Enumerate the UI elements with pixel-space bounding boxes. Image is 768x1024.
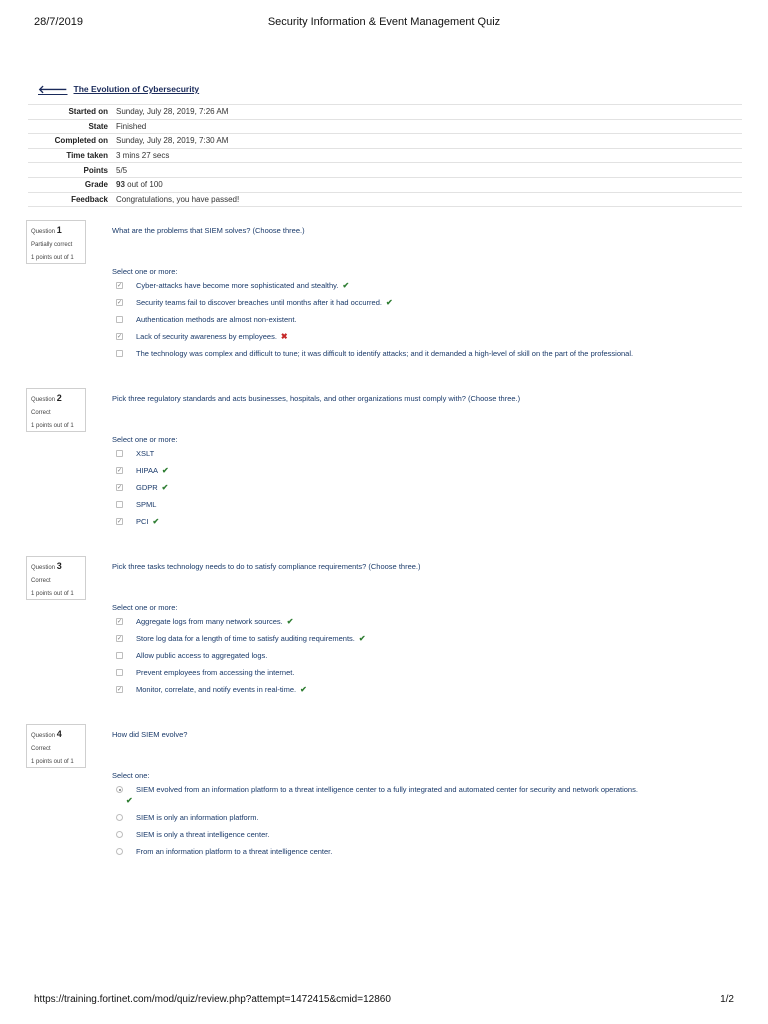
question-points: 1 points out of 1 [31, 759, 74, 765]
option-text: GDPR [136, 483, 158, 492]
summary-value: 3 mins 27 secs [116, 151, 170, 161]
summary-row-points [28, 163, 742, 178]
answer-options [112, 785, 742, 864]
summary-value: Congratulations, you have passed! [116, 194, 240, 204]
option-text: SIEM is only a threat intelligence center. [136, 830, 270, 839]
summary-row-completed [28, 134, 742, 149]
answer-option[interactable] [112, 449, 742, 466]
answer-option[interactable] [112, 466, 742, 483]
radio-selected[interactable] [116, 786, 123, 793]
summary-value: Sunday, July 28, 2019, 7:26 AM [116, 107, 229, 117]
answer-option[interactable] [112, 668, 742, 685]
answer-option[interactable] [112, 847, 742, 864]
check-icon: ✔ [126, 796, 133, 805]
page-number: 1/2 [720, 994, 734, 1005]
answer-options [112, 617, 742, 702]
answer-option[interactable] [112, 281, 742, 298]
checkbox-unchecked[interactable] [116, 652, 123, 659]
radio-unselected[interactable] [116, 848, 123, 855]
question-info-box [26, 556, 86, 600]
check-icon: ✔ [300, 685, 307, 694]
summary-label: Started on [68, 107, 108, 117]
radio-unselected[interactable] [116, 831, 123, 838]
option-text: SPML [136, 500, 157, 509]
question-label: Question [31, 229, 56, 235]
summary-row-state [28, 119, 742, 134]
document-title: Security Information & Event Management Quiz [267, 16, 501, 28]
checkbox-checked[interactable]: ✓ [117, 687, 123, 693]
question-text: Pick three regulatory standards and acts businesses, hospitals, and other organizations must comply with? (Choose three.) [112, 394, 521, 403]
summary-label: State [88, 121, 108, 131]
option-text: HIPAA [136, 466, 158, 475]
summary-label: Feedback [71, 194, 108, 204]
question-points: 1 points out of 1 [31, 591, 74, 597]
check-icon: ✔ [358, 634, 366, 643]
summary-label: Points [83, 165, 108, 175]
summary-row-grade [28, 177, 742, 192]
question-label: Question [31, 397, 56, 403]
answer-option[interactable] [112, 332, 742, 349]
option-text: From an information platform to a threat intelligence center. [136, 847, 333, 856]
option-text: XSLT [136, 449, 155, 458]
checkbox-unchecked[interactable] [116, 450, 123, 457]
option-text: Aggregate logs from many network sources. [136, 617, 283, 626]
summary-value: 5/5 [116, 165, 128, 175]
question-number: 3 [56, 561, 62, 571]
checkbox-checked[interactable]: ✓ [117, 485, 123, 491]
question-number: 4 [56, 729, 62, 739]
select-prompt: Select one or more: [112, 603, 178, 612]
check-icon: ✔ [286, 617, 294, 626]
answer-option[interactable] [112, 617, 742, 634]
select-prompt: Select one or more: [112, 267, 178, 276]
question-info-box [26, 220, 86, 264]
summary-label: Time taken [66, 151, 108, 161]
summary-row-started [28, 105, 742, 120]
answer-option[interactable] [112, 813, 742, 830]
checkbox-checked[interactable]: ✓ [117, 283, 123, 289]
checkbox-unchecked[interactable] [116, 316, 123, 323]
checkbox-checked[interactable]: ✓ [117, 636, 123, 642]
checkbox-unchecked[interactable] [116, 501, 123, 508]
checkbox-checked[interactable]: ✓ [117, 619, 123, 625]
summary-row-time-taken [28, 148, 742, 163]
grade-out-of: out of 100 [124, 180, 163, 190]
page-url: https://training.fortinet.com/mod/quiz/review.php?attempt=1472415&cmid=12860 [34, 994, 391, 1005]
answer-option[interactable] [112, 785, 742, 813]
answer-option[interactable] [112, 685, 742, 702]
grade-score: 93 [116, 180, 125, 190]
option-text: The technology was complex and difficult to tune; it was difficult to identify attacks; and it demanded a high-level of skill on the part of the professional. [136, 349, 634, 358]
answer-option[interactable] [112, 349, 742, 366]
summary-label: Grade [84, 180, 108, 190]
question-points: 1 points out of 1 [31, 423, 74, 429]
checkbox-checked[interactable]: ✓ [117, 519, 123, 525]
summary-value: Finished [116, 121, 147, 131]
answer-option[interactable] [112, 483, 742, 500]
option-text: Lack of security awareness by employees. [136, 332, 277, 341]
question-info-box [26, 724, 86, 768]
summary-label: Completed on [54, 136, 108, 146]
select-prompt: Select one: [112, 771, 150, 780]
checkbox-unchecked[interactable] [116, 350, 123, 357]
option-text: SIEM evolved from an information platform to a threat intelligence center to a fully integrated and automated center for security and network operations. [136, 785, 638, 794]
answer-option[interactable] [112, 517, 742, 534]
question-text: What are the problems that SIEM solves? (Choose three.) [112, 226, 305, 235]
option-text: SIEM is only an information platform. [136, 813, 259, 822]
question-points: 1 points out of 1 [31, 255, 74, 261]
checkbox-checked[interactable]: ✓ [117, 334, 123, 340]
summary-value [112, 177, 742, 192]
answer-options [112, 281, 742, 366]
option-text: Allow public access to aggregated logs. [136, 651, 268, 660]
answer-option[interactable] [112, 298, 742, 315]
option-text: PCI [136, 517, 149, 526]
question-status: Correct [31, 578, 51, 584]
back-link[interactable] [38, 82, 199, 96]
answer-option[interactable] [112, 315, 742, 332]
radio-unselected[interactable] [116, 814, 123, 821]
question-info-box [26, 388, 86, 432]
back-link-label: The Evolution of Cybersecurity [73, 84, 200, 94]
answer-option[interactable] [112, 830, 742, 847]
select-prompt: Select one or more: [112, 435, 178, 444]
question-status: Correct [31, 410, 51, 416]
checkbox-checked[interactable]: ✓ [117, 300, 123, 306]
question-status: Partially correct [31, 242, 73, 248]
option-text: Prevent employees from accessing the internet. [136, 668, 295, 677]
question-number: 1 [56, 225, 62, 235]
check-icon: ✔ [161, 466, 169, 475]
option-text: Authentication methods are almost non-existent. [136, 315, 297, 324]
attempt-summary-table [28, 104, 742, 207]
check-icon: ✔ [342, 281, 350, 290]
summary-value: Sunday, July 28, 2019, 7:30 AM [116, 136, 229, 146]
check-icon: ✔ [161, 483, 169, 492]
option-text: Monitor, correlate, and notify events in real-time. [136, 685, 297, 694]
option-text: Security teams fail to discover breaches until months after it had occurred. [136, 298, 382, 307]
print-date: 28/7/2019 [34, 16, 83, 28]
print-header [34, 16, 734, 32]
question-text: Pick three tasks technology needs to do to satisfy compliance requirements? (Choose three.) [112, 562, 421, 571]
answer-options [112, 449, 742, 534]
option-text: Cyber-attacks have become more sophisticated and stealthy. [136, 281, 339, 290]
checkbox-checked[interactable]: ✓ [117, 468, 123, 474]
answer-option[interactable] [112, 634, 742, 651]
option-text: Store log data for a length of time to satisfy auditing requirements. [136, 634, 355, 643]
answer-option[interactable] [112, 651, 742, 668]
question-number: 2 [56, 393, 62, 403]
question-label: Question [31, 733, 56, 739]
answer-option[interactable] [112, 500, 742, 517]
cross-icon: ✖ [280, 332, 288, 341]
check-icon: ✔ [152, 517, 160, 526]
question-text: How did SIEM evolve? [112, 730, 188, 739]
summary-row-feedback [28, 192, 742, 207]
question-status: Correct [31, 746, 51, 752]
checkbox-unchecked[interactable] [116, 669, 123, 676]
check-icon: ✔ [385, 298, 393, 307]
arrow-left-icon: 🡐 [38, 84, 68, 96]
print-footer [34, 994, 734, 1006]
question-label: Question [31, 565, 56, 571]
